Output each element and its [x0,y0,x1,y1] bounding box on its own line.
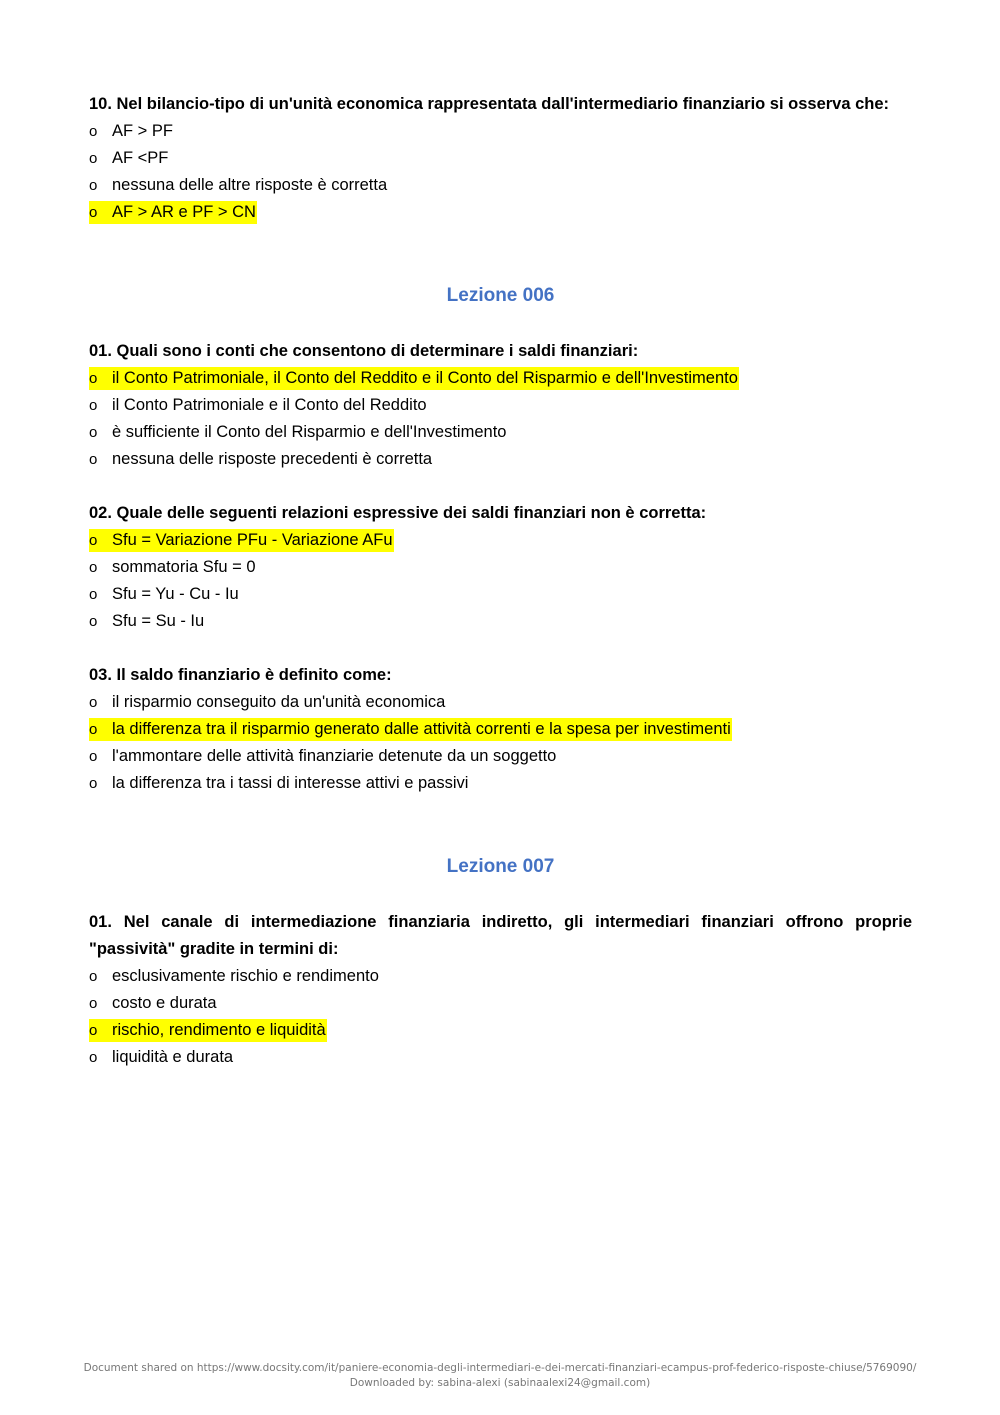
bullet-icon: o [89,424,98,441]
answer-text: la differenza tra il risparmio generato dalle attività correnti e la spesa per investimenti [112,720,731,738]
answer-options [89,963,912,1071]
answer-option [89,419,912,446]
bullet-icon: o [89,968,98,985]
footer-share-link[interactable]: Document shared on https://www.docsity.com/it/paniere-economia-degli-intermediari-e-dei-mercati-finanziari-ecampus-prof-federico-risposte-chiuse/5769090/ [83,1362,917,1374]
question-block [89,500,912,635]
bullet-icon: o [89,694,98,711]
answer-text: il Conto Patrimoniale, il Conto del Reddito e il Conto del Risparmio e dell'Investimento [112,369,738,387]
answer-option [89,608,912,635]
answer-option [89,392,912,419]
answer-option [89,990,912,1017]
answer-text: nessuna delle altre risposte è corretta [112,176,388,194]
answer-text: il risparmio conseguito da un'unità economica [112,693,446,711]
correct-answer-option [89,199,912,226]
bullet-icon: o [89,775,98,792]
bullet-icon: o [89,1049,98,1066]
answer-option [89,1044,912,1071]
bullet-icon: o [89,586,98,603]
bullet-icon: o [89,559,98,576]
answer-text: liquidità e durata [112,1048,234,1066]
question-text: 03. Il saldo finanziario è definito come: [89,666,392,684]
page-content [89,91,912,1071]
bullet-icon: o [89,1022,98,1039]
answer-option [89,172,912,199]
question-text: 02. Quale delle seguenti relazioni espressive dei saldi finanziari non è corretta: [89,504,707,522]
answer-options [89,118,912,226]
correct-answer-option [89,716,912,743]
answer-text: AF <PF [112,149,169,167]
bullet-icon: o [89,370,98,387]
bullet-icon: o [89,451,98,468]
answer-text: nessuna delle risposte precedenti è corretta [112,450,433,468]
document-footer [0,1361,1000,1391]
answer-text: Sfu = Variazione PFu - Variazione AFu [112,531,393,549]
bullet-icon: o [89,532,98,549]
answer-text: AF > AR e PF > CN [112,203,256,221]
answer-text: l'ammontare delle attività finanziarie detenute da un soggetto [112,747,557,765]
answer-text: Sfu = Yu - Cu - Iu [112,585,239,603]
bullet-icon: o [89,613,98,630]
footer-download-info: Downloaded by: sabina-alexi (sabinaalexi24@gmail.com) [349,1377,651,1389]
bullet-icon: o [89,995,98,1012]
question-block [89,338,912,473]
answer-text: Sfu = Su - Iu [112,612,205,630]
answer-options [89,365,912,473]
answer-option [89,145,912,172]
bullet-icon: o [89,150,98,167]
lesson-title: Lezione 006 [446,285,555,306]
answer-text: la differenza tra i tassi di interesse attivi e passivi [112,774,469,792]
bullet-icon: o [89,123,98,140]
answer-option [89,581,912,608]
question-text: 01. Quali sono i conti che consentono di determinare i saldi finanziari: [89,342,639,360]
question-text: 01. Nel canale di intermediazione finanziaria indiretto, gli intermediari finanziari offrono proprie "passività" gradite in termini di: [89,913,912,958]
answer-text: esclusivamente rischio e rendimento [112,967,379,985]
answer-option [89,963,912,990]
answer-option [89,743,912,770]
answer-text: il Conto Patrimoniale e il Conto del Reddito [112,396,427,414]
question-block [89,662,912,797]
bullet-icon: o [89,397,98,414]
correct-answer-option [89,1017,912,1044]
bullet-icon: o [89,204,98,221]
answer-options [89,689,912,797]
bullet-icon: o [89,748,98,765]
question-block [89,909,912,1071]
answer-options [89,527,912,635]
lesson-title: Lezione 007 [446,856,555,877]
bullet-icon: o [89,177,98,194]
answer-text: rischio, rendimento e liquidità [112,1021,326,1039]
correct-answer-option [89,527,912,554]
answer-text: costo e durata [112,994,217,1012]
answer-option [89,770,912,797]
answer-option [89,118,912,145]
answer-option [89,446,912,473]
question-block [89,91,912,226]
correct-answer-option [89,365,912,392]
answer-option [89,689,912,716]
answer-text: sommatoria Sfu = 0 [112,558,256,576]
answer-text: AF > PF [112,122,173,140]
question-text: 10. Nel bilancio-tipo di un'unità economica rappresentata dall'intermediario finanziario si osserva che: [89,95,890,113]
bullet-icon: o [89,721,98,738]
answer-text: è sufficiente il Conto del Risparmio e dell'Investimento [112,423,507,441]
answer-option [89,554,912,581]
